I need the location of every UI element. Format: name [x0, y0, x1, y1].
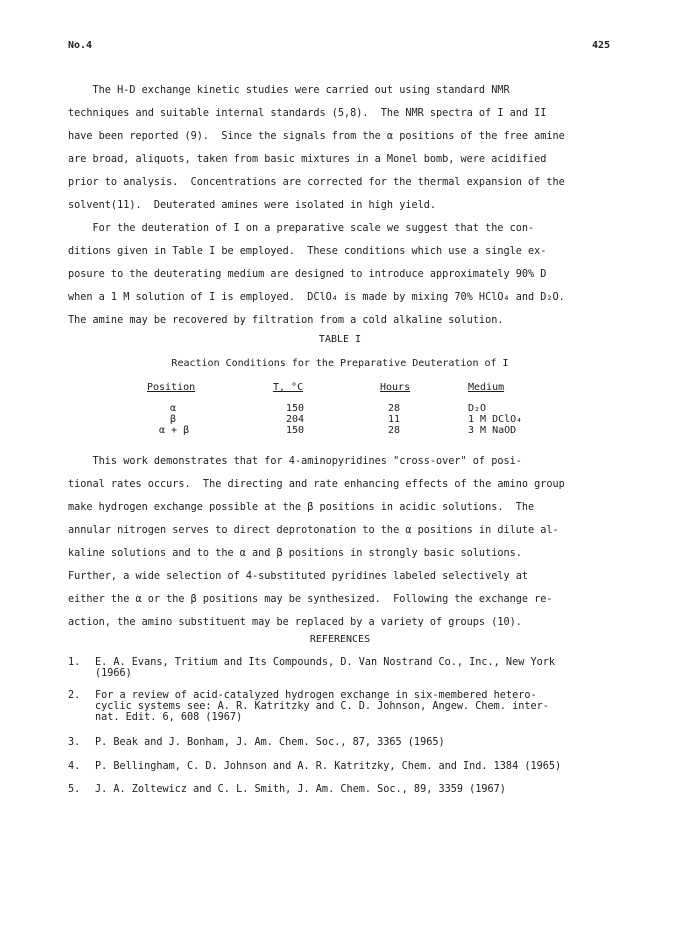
table-cell: 28 [388, 425, 401, 436]
text-line: ditions given in Table I be employed. These conditions which use a single ex- [68, 246, 547, 257]
text-line: tional rates occurs. The directing and rate enhancing effects of the amino group [68, 479, 565, 490]
text-line: kaline solutions and to the α and β positions in strongly basic solutions. [68, 548, 522, 559]
table-cell: α + β [159, 425, 190, 436]
reference-number: 1. [68, 657, 81, 668]
text-line: when a 1 M solution of I is employed. DClO₄ is made by mixing 70% HClO₄ and D₂O. [68, 292, 565, 303]
page-number: 425 [591, 40, 610, 51]
column-header-position: Position [147, 382, 196, 393]
text-line: Further, a wide selection of 4-substituted pyridines labeled selectively at [68, 571, 529, 582]
table-cell: α [170, 403, 177, 414]
text-line: solvent(11). Deuterated amines were isolated in high yield. [68, 200, 437, 211]
table-cell: 28 [388, 403, 401, 414]
text-line: For the deuteration of I on a preparative scale we suggest that the con- [68, 223, 535, 234]
column-header-hours: Hours [380, 382, 411, 393]
reference-number: 4. [68, 761, 81, 772]
reference-number: 3. [68, 737, 81, 748]
text-line: prior to analysis. Concentrations are corrected for the thermal expansion of the [68, 177, 565, 188]
paragraph-preparative [68, 217, 617, 332]
references-heading: REFERENCES [309, 634, 371, 645]
column-header-medium: Medium [468, 382, 505, 393]
reference-text: J. A. Zoltewicz and C. L. Smith, J. Am. Chem. Soc., 89, 3359 (1967) [95, 784, 506, 795]
reference-text: P. Beak and J. Bonham, J. Am. Chem. Soc., 87, 3365 (1965) [95, 737, 445, 748]
reference-number: 2. [68, 690, 81, 701]
text-line: The amine may be recovered by filtration from a cold alkaline solution. [68, 315, 504, 326]
reference-text: For a review of acid-catalyzed hydrogen exchange in six-membered hetero- cyclic systems see: A. R. Katritzky and C. D. Johnson, Angew. Chem. inter- nat. Edit. 6, 608 (1967) [95, 690, 549, 723]
text-line: annular nitrogen serves to direct deprotonation to the α positions in dilute al- [68, 525, 559, 536]
table-cell: β [170, 414, 177, 425]
table-cell: 11 [388, 414, 401, 425]
text-line: are broad, aliquots, taken from basic mixtures in a Monel bomb, were acidified [68, 154, 547, 165]
column-header-temperature: T, °C [273, 382, 304, 393]
table-cell: 150 [286, 425, 305, 436]
text-line: action, the amino substituent may be replaced by a variety of groups (10). [68, 617, 522, 628]
text-line: posure to the deuterating medium are designed to introduce approximately 90% D [68, 269, 547, 280]
table-cell: 3 M NaOD [468, 425, 517, 436]
text-line: The H-D exchange kinetic studies were carried out using standard NMR [68, 85, 510, 96]
paragraph-conclusions [68, 450, 617, 634]
text-line: This work demonstrates that for 4-aminopyridines "cross-over" of posi- [68, 456, 522, 467]
text-line: techniques and suitable internal standards (5,8). The NMR spectra of I and II [68, 108, 547, 119]
reference-text: P. Bellingham, C. D. Johnson and A. R. Katritzky, Chem. and Ind. 1384 (1965) [95, 761, 562, 772]
journal-issue-number: No.4 [68, 40, 93, 51]
text-line: either the α or the β positions may be synthesized. Following the exchange re- [68, 594, 553, 605]
table-label: TABLE I [318, 334, 362, 345]
table-cell: 150 [286, 403, 305, 414]
table-cell: 204 [286, 414, 305, 425]
table-cell: D₂O [468, 403, 487, 414]
paragraph-methods [68, 79, 617, 217]
reference-number: 5. [68, 784, 81, 795]
table-cell: 1 M DClO₄ [468, 414, 523, 425]
table-caption: Reaction Conditions for the Preparative Deuteration of I [171, 358, 509, 369]
text-line: have been reported (9). Since the signals from the α positions of the free amine [68, 131, 565, 142]
table-reaction-conditions [0, 378, 680, 438]
text-line: make hydrogen exchange possible at the β positions in acidic solutions. The [68, 502, 535, 513]
reference-text: E. A. Evans, Tritium and Its Compounds, D. Van Nostrand Co., Inc., New York (1966) [95, 657, 556, 679]
